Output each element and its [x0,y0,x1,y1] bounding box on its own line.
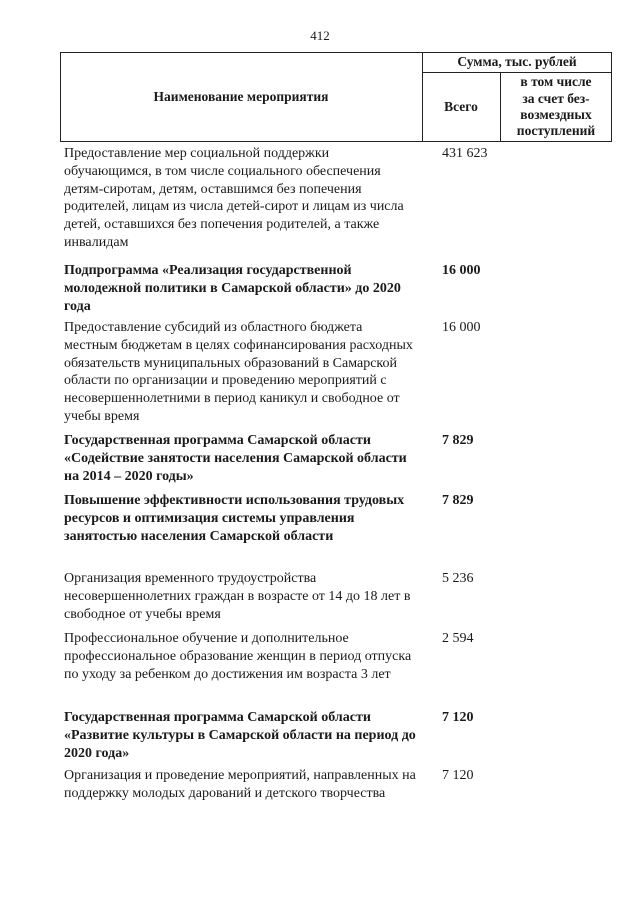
header-name-column: Наименование мероприятия [153,89,329,104]
row-total: 7 829 [442,493,474,508]
row-name: Государственная программа Самарской области «Развитие культуры в Самарской области на период до 2020 года» [64,710,416,761]
row-name: Организация временного трудоустройства несовершеннолетних граждан в возрасте от 14 до 18 лет в свободное от учебы время [64,571,411,622]
header-gratuitous-column: в том числе за счет без- возмездных поступлений [516,74,596,139]
row-name: Предоставление мер социальной поддержки обучающимся, в том числе социального обеспечения детям-сиротам, детям, оставшимся без попечения родителей, лицам из числа детей-сирот и лицам из числа детей, оставшихся без попечения родителей, а также инвалидам [64,146,404,250]
row-total: 2 594 [442,631,474,646]
row-total: 7 120 [442,710,474,725]
row-total: 7 120 [442,768,474,783]
row-total: 5 236 [442,571,474,586]
row-total: 7 829 [442,433,474,448]
header-sum-column: Сумма, тыс. рублей [457,54,577,69]
table-header [60,52,612,142]
row-name: Предоставление субсидий из областного бюджета местным бюджетам в целях софинансирования расходных обязательств муниципальных образований в Самарской области по организации и проведению мероприятий с несовершеннолетними в период каникул и свободное от учебы время [64,320,413,424]
row-total: 431 623 [442,146,488,161]
row-total: 16 000 [442,263,481,278]
row-name: Подпрограмма «Реализация государственной молодежной политики в Самарской области» до 2020 года [64,263,401,314]
row-name: Организация и проведение мероприятий, направленных на поддержку молодых дарований и детского творчества [64,768,416,801]
row-total: 16 000 [442,320,481,335]
row-name: Государственная программа Самарской области «Содействие занятости населения Самарской области на 2014 – 2020 годы» [64,433,407,484]
row-name: Профессиональное обучение и дополнительное профессиональное образование женщин в период отпуска по уходу за ребенком до достижения им возраста 3 лет [64,631,412,682]
page-number: 412 [310,28,330,43]
header-total-column: Всего [444,99,478,114]
row-name: Повышение эффективности использования трудовых ресурсов и оптимизация системы управления занятостью населения Самарской области [64,493,405,544]
